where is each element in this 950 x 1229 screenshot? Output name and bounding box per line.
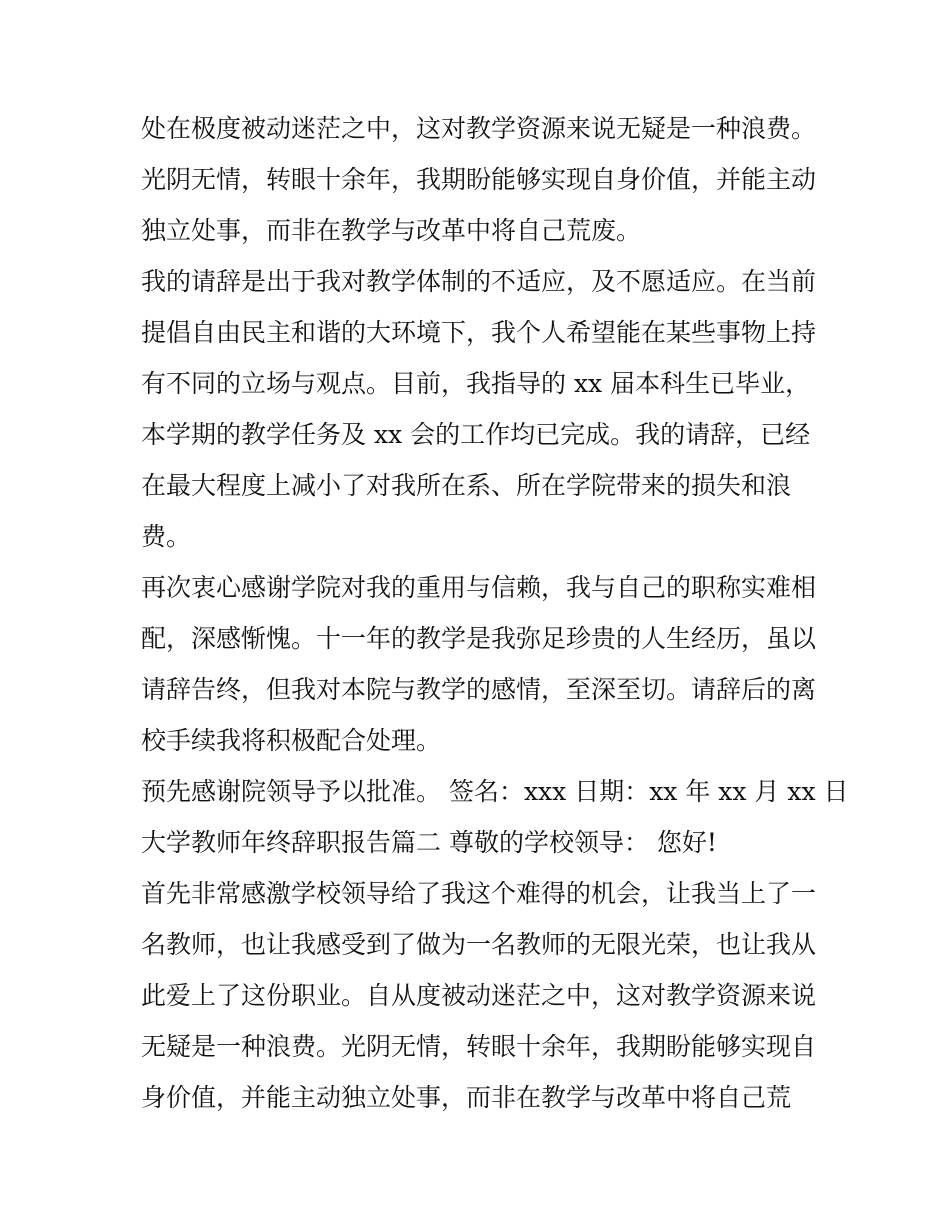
section-heading-line: 大学教师年终辞职报告篇二 尊敬的学校领导： 您好! (141, 828, 717, 857)
document-body (141, 103, 849, 1123)
text-line: 提倡自由民主和谐的大环境下，我个人希望能在某些事物上持 (141, 318, 817, 347)
text-line: 请辞告终，但我对本院与教学的感情，至深至切。请辞后的离 (141, 675, 817, 704)
text-line: 处在极度被动迷茫之中，这对教学资源来说无疑是一种浪费。 (141, 114, 817, 143)
text-line: 校手续我将积极配合处理。 (141, 726, 442, 755)
text-line: 名教师，也让我感受到了做为一名教师的无限光荣，也让我从 (141, 930, 817, 959)
text-line: 配，深感惭愧。十一年的教学是我弥足珍贵的人生经历，虽以 (141, 624, 817, 653)
signature-line: 预先感谢院领导予以批准。 签名：xxx 日期：xx 年 xx 月 xx 日 (141, 777, 849, 806)
text-line: 在最大程度上减小了对我所在系、所在学院带来的损失和浪 (141, 471, 792, 500)
text-line: 有不同的立场与观点。目前，我指导的 xx 届本科生已毕业， (141, 369, 811, 398)
text-line: 独立处事，而非在教学与改革中将自己荒废。 (141, 216, 642, 245)
text-line: 再次衷心感谢学院对我的重用与信赖，我与自己的职称实难相 (141, 573, 817, 602)
text-line: 首先非常感激学校领导给了我这个难得的机会，让我当上了一 (141, 879, 817, 908)
text-line: 此爱上了这份职业。自从度被动迷茫之中，这对教学资源来说 (141, 981, 817, 1010)
text-line: 身价值，并能主动独立处事，而非在教学与改革中将自己荒 (141, 1083, 792, 1112)
text-line: 光阴无情，转眼十余年，我期盼能够实现自身价值，并能主动 (141, 165, 817, 194)
text-line: 我的请辞是出于我对教学体制的不适应，及不愿适应。在当前 (141, 267, 817, 296)
text-line: 本学期的教学任务及 xx 会的工作均已完成。我的请辞，已经 (141, 420, 811, 449)
text-line: 无疑是一种浪费。光阴无情，转眼十余年，我期盼能够实现自 (141, 1032, 817, 1061)
text-line: 费。 (141, 522, 192, 551)
